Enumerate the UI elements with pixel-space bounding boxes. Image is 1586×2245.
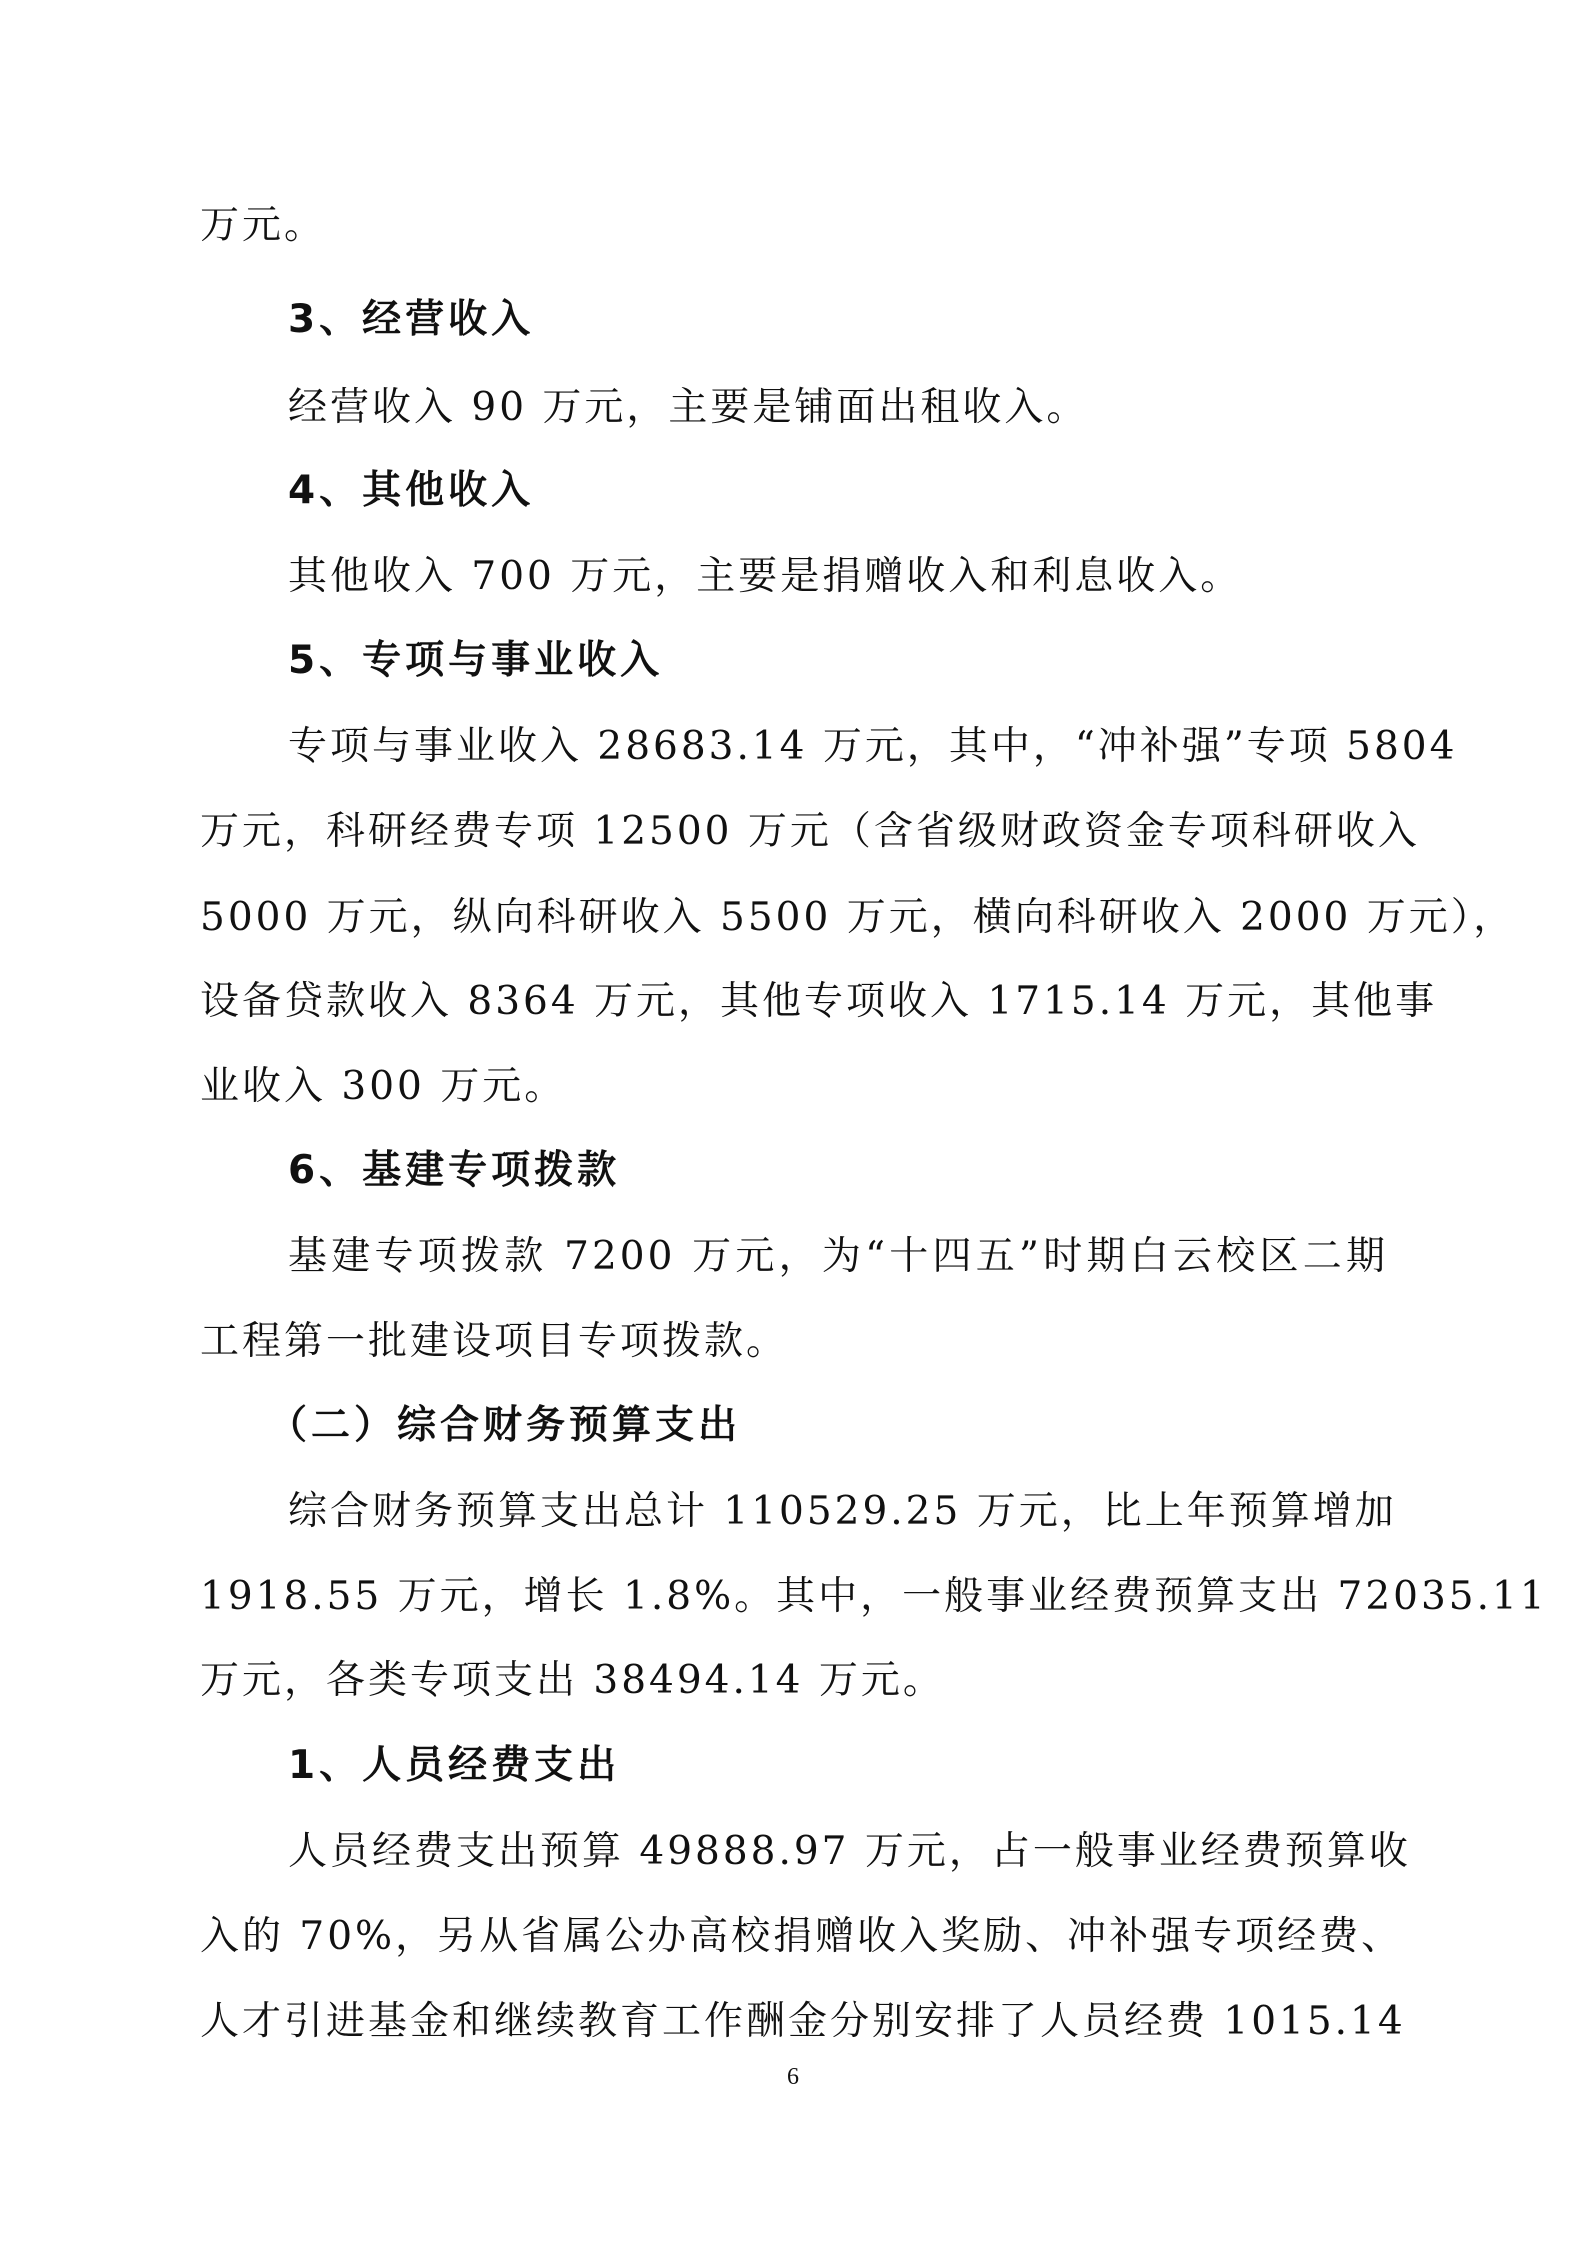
text-line-continuation: 万元。 — [200, 203, 327, 248]
heading-special-income: 5、专项与事业收入 — [288, 638, 664, 683]
section-heading-expenditure: （二）综合财务预算支出 — [268, 1403, 742, 1448]
heading-operating-income: 3、经营收入 — [288, 297, 535, 342]
paragraph-other-income: 其他收入 700 万元，主要是捐赠收入和利息收入。 — [288, 554, 1243, 599]
paragraph-operating-income: 经营收入 90 万元，主要是铺面出租收入。 — [288, 385, 1089, 430]
paragraph-personnel-expenditure-line: 人才引进基金和继续教育工作酬金分别安排了人员经费 1015.14 — [200, 1999, 1406, 2044]
paragraph-expenditure-line: 综合财务预算支出总计 110529.25 万元，比上年预算增加 — [288, 1489, 1397, 1534]
heading-personnel-expenditure: 1、人员经费支出 — [288, 1743, 621, 1788]
paragraph-special-income-line: 万元，科研经费专项 12500 万元（含省级财政资金专项科研收入 — [200, 809, 1420, 854]
paragraph-expenditure-line: 万元，各类专项支出 38494.14 万元。 — [200, 1658, 945, 1703]
paragraph-personnel-expenditure-line: 入的 70%，另从省属公办高校捐赠收入奖励、冲补强专项经费、 — [200, 1914, 1404, 1959]
heading-other-income: 4、其他收入 — [288, 468, 535, 513]
paragraph-construction-funding-line: 工程第一批建设项目专项拨款。 — [200, 1319, 789, 1364]
paragraph-special-income-line: 设备贷款收入 8364 万元，其他专项收入 1715.14 万元，其他事 — [200, 979, 1438, 1024]
paragraph-expenditure-line: 1918.55 万元，增长 1.8%。其中，一般事业经费预算支出 72035.11 — [200, 1574, 1548, 1619]
paragraph-special-income-line: 5000 万元，纵向科研收入 5500 万元，横向科研收入 2000 万元）， — [200, 895, 1516, 940]
paragraph-personnel-expenditure-line: 人员经费支出预算 49888.97 万元，占一般事业经费预算收 — [288, 1829, 1411, 1874]
paragraph-special-income-line: 专项与事业收入 28683.14 万元，其中，“冲补强”专项 5804 — [288, 724, 1458, 769]
paragraph-special-income-line: 业收入 300 万元。 — [200, 1064, 567, 1109]
paragraph-construction-funding-line: 基建专项拨款 7200 万元，为“十四五”时期白云校区二期 — [288, 1234, 1388, 1279]
heading-construction-funding: 6、基建专项拨款 — [288, 1148, 621, 1193]
page-number: 6 — [787, 2064, 799, 2090]
